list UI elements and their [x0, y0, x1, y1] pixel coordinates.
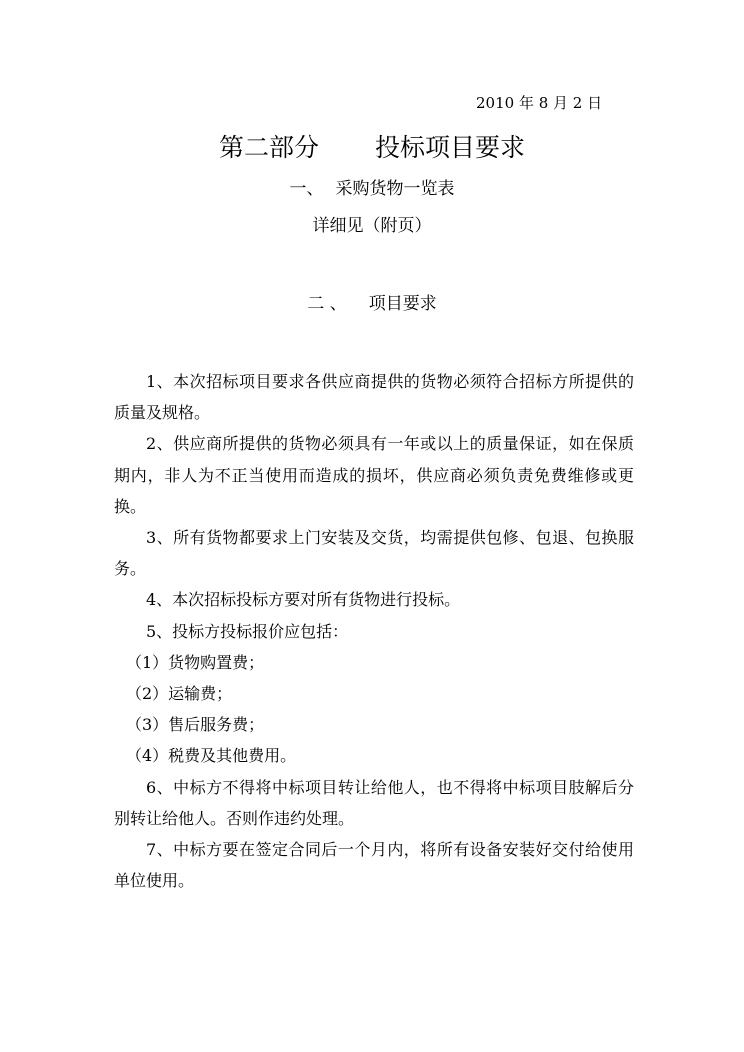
requirement-paragraph: 4、本次招标投标方要对所有货物进行投标。: [146, 590, 461, 610]
section-1-number: 一、: [289, 179, 324, 199]
requirement-paragraph: 6、中标方不得将中标项目转让给他人，也不得将中标项目肢解后分别转让给他人。否则作违约处理。: [114, 777, 634, 828]
part-label: 第二部分: [218, 133, 319, 162]
section-1-note: 详细见（附页）: [312, 216, 432, 236]
requirement-paragraph: 1、本次招标项目要求各供应商提供的货物必须符合招标方所提供的质量及规格。: [114, 372, 634, 423]
section-1-heading: [0, 174, 744, 199]
price-item: （2）运输费；: [126, 684, 233, 704]
part-heading: 投标项目要求: [375, 133, 526, 162]
part-title: [0, 128, 744, 164]
section-2-title: 项目要求: [368, 294, 437, 314]
document-date: 2010 年 8 月 2 日: [476, 94, 603, 112]
requirements-body: [114, 366, 634, 896]
requirement-paragraph: 7、中标方要在签定合同后一个月内，将所有设备安装好交付给使用单位使用。: [114, 840, 634, 891]
requirement-paragraph: 2、供应商所提供的货物必须具有一年或以上的质量保证，如在保质期内，非人为不正当使用而造成的损坏，供应商必须负责免费维修或更换。: [114, 434, 634, 516]
requirement-paragraph: 5、投标方投标报价应包括：: [146, 621, 349, 641]
price-item: （3）售后服务费；: [126, 715, 265, 735]
price-item: （1）货物购置费；: [126, 652, 265, 672]
requirement-paragraph: 3、所有货物都要求上门安装及交货，均需提供包修、包退、包换服务。: [114, 528, 634, 579]
section-2-number: 二 、: [307, 294, 347, 314]
price-item: （4）税费及其他费用。: [126, 746, 297, 766]
section-1-title: 采购货物一览表: [335, 179, 455, 199]
section-2-heading: [0, 289, 744, 314]
